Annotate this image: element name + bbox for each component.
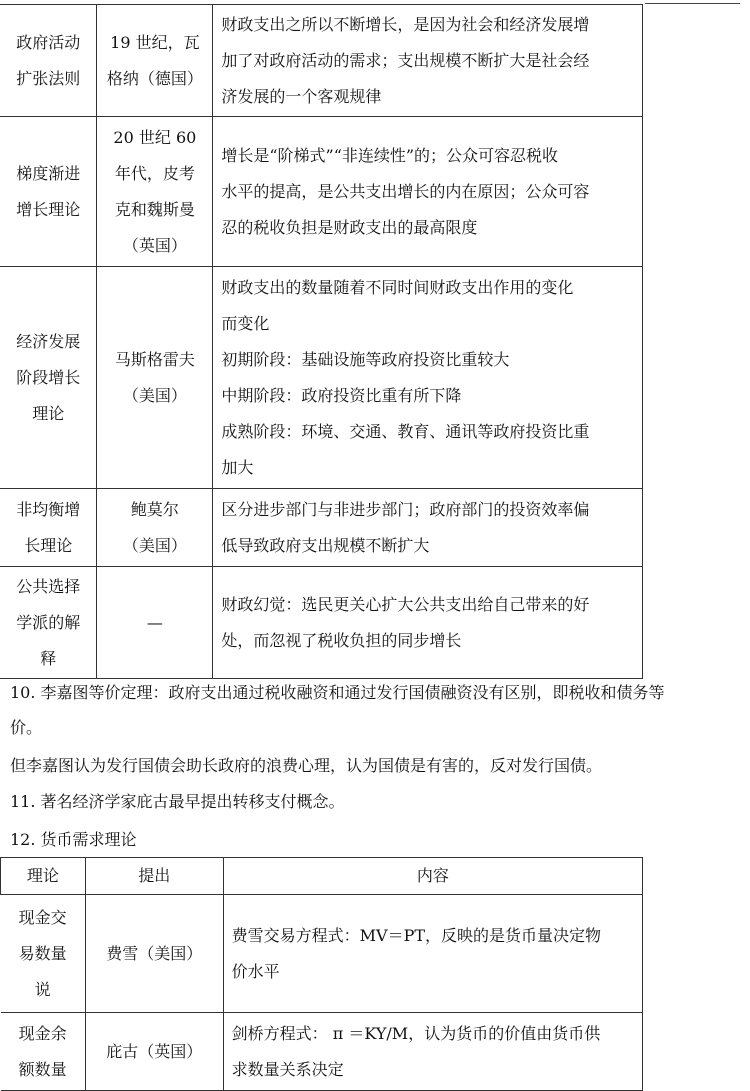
paragraph-10-line-2: 价。	[10, 718, 43, 737]
theory-name-cell	[0, 117, 97, 267]
proposer-cell	[85, 895, 223, 1013]
cell-line: 现金交	[18, 907, 67, 927]
cell-line: 公共选择	[16, 576, 81, 596]
cell-line: 忍的税收负担是财政支出的最高限度	[221, 217, 478, 237]
cell-line: 学派的解	[16, 612, 81, 632]
table-row	[0, 5, 643, 117]
cell-line: 区分进步部门与非进步部门；政府部门的投资效率偏	[221, 499, 590, 519]
cell-line: 说	[34, 979, 51, 999]
cell-line: 低导致政府支出规模不断扩大	[221, 535, 430, 555]
cell-line: 20 世纪 60	[113, 127, 197, 147]
expenditure-theory-table	[0, 4, 643, 679]
cell-line: 中期阶段：政府投资比重有所下降	[221, 385, 462, 405]
theory-name-cell	[1, 895, 86, 1013]
money-demand-table	[0, 857, 643, 1091]
cell-line: 济发展的一个客观规律	[221, 86, 382, 106]
cell-line: 年代，皮考	[114, 163, 195, 183]
cell-line: 扩张法则	[16, 68, 81, 88]
cell-line: 处，而忽视了税收负担的同步增长	[221, 630, 462, 650]
proposer-cell	[97, 267, 213, 489]
table-row	[0, 267, 643, 489]
theory-name-cell	[0, 567, 97, 679]
paragraph-10-note: 但李嘉图认为发行国债会助长政府的浪费心理，认为国债是有害的，反对发行国债。	[10, 756, 603, 775]
table-row	[0, 567, 643, 679]
cell-line: 财政支出的数量随着不同时间财政支出作用的变化	[221, 277, 574, 297]
cell-line: 水平的提高，是公共支出增长的内在原因；公众可容	[221, 181, 590, 201]
proposer-cell	[97, 117, 213, 267]
cell-line: 格纳（德国）	[106, 68, 203, 88]
cell-line: 增长理论	[16, 199, 81, 219]
cell-line: 梯度渐进	[16, 163, 81, 183]
proposer-cell	[97, 567, 213, 679]
proposer-cell	[85, 1013, 223, 1091]
header-rule	[645, 3, 740, 4]
content-cell	[213, 567, 643, 679]
cell-line: （美国）	[122, 385, 187, 405]
content-cell	[213, 267, 643, 489]
cell-line: 求数量关系决定	[231, 1059, 344, 1079]
cell-line: 释	[40, 648, 57, 668]
cell-line: 政府活动	[16, 32, 81, 52]
table-row	[0, 117, 643, 267]
cell-line: 成熟阶段：环境、交通、教育、通讯等政府投资比重	[221, 421, 590, 441]
column-header: 理论	[1, 858, 86, 895]
column-header: 内容	[223, 858, 642, 895]
cell-line: 剑桥方程式： π ＝KY/M，认为货币的价值由货币供	[231, 1023, 601, 1043]
cell-line: 经济发展	[16, 331, 81, 351]
theory-name-cell	[0, 267, 97, 489]
cell-line: 财政支出之所以不断增长，是因为社会和经济发展增	[221, 14, 590, 34]
table-header-row	[1, 858, 643, 895]
cell-line: 费雪交易方程式：MV＝PT，反映的是货币量决定物	[231, 925, 602, 945]
content-cell	[213, 117, 643, 267]
theory-name-cell	[1, 1013, 86, 1091]
cell-line: 费雪（美国）	[106, 943, 203, 963]
column-header: 提出	[85, 858, 223, 895]
table-row	[0, 489, 643, 567]
cell-line: 现金余	[18, 1023, 67, 1043]
cell-line: （英国）	[122, 235, 187, 255]
paragraph-11: 11. 著名经济学家庇古最早提出转移支付概念。	[10, 792, 345, 811]
proposer-cell	[97, 489, 213, 567]
cell-line: 加大	[221, 457, 254, 477]
cell-line: 阶段增长	[16, 367, 81, 387]
cell-line: 19 世纪，瓦	[110, 32, 200, 52]
cell-line: 而变化	[221, 313, 270, 333]
cell-line: 长理论	[24, 535, 73, 555]
content-cell	[213, 489, 643, 567]
paragraph-12-heading: 12. 货币需求理论	[10, 830, 137, 849]
theory-name-cell	[0, 5, 97, 117]
content-cell	[223, 895, 642, 1013]
content-cell	[213, 5, 643, 117]
cell-line: 克和魏斯曼	[114, 199, 195, 219]
cell-line: 额数量	[18, 1059, 67, 1079]
cell-line: 初期阶段：基础设施等政府投资比重较大	[221, 349, 510, 369]
table-row	[1, 1013, 643, 1091]
cell-line: 马斯格雷夫	[114, 349, 195, 369]
cell-line: 增长是“阶梯式”“非连续性”的；公众可容忍税收	[221, 145, 559, 165]
cell-line: （美国）	[122, 535, 187, 555]
paragraph-10-line-1: 10. 李嘉图等价定理：政府支出通过税收融资和通过发行国债融资没有区别，即税收和债务等	[10, 683, 665, 702]
proposer-cell	[97, 5, 213, 117]
cell-line: —	[146, 612, 163, 632]
cell-line: 非均衡增	[16, 499, 81, 519]
cell-line: 财政幻觉：选民更关心扩大公共支出给自己带来的好	[221, 594, 590, 614]
cell-line: 理论	[32, 403, 65, 423]
cell-line: 加了对政府活动的需求；支出规模不断扩大是社会经	[221, 50, 590, 70]
table-row	[1, 895, 643, 1013]
theory-name-cell	[0, 489, 97, 567]
cell-line: 庇古（英国）	[106, 1041, 203, 1061]
cell-line: 价水平	[231, 961, 280, 981]
content-cell	[223, 1013, 642, 1091]
cell-line: 鲍莫尔	[130, 499, 179, 519]
cell-line: 易数量	[18, 943, 67, 963]
